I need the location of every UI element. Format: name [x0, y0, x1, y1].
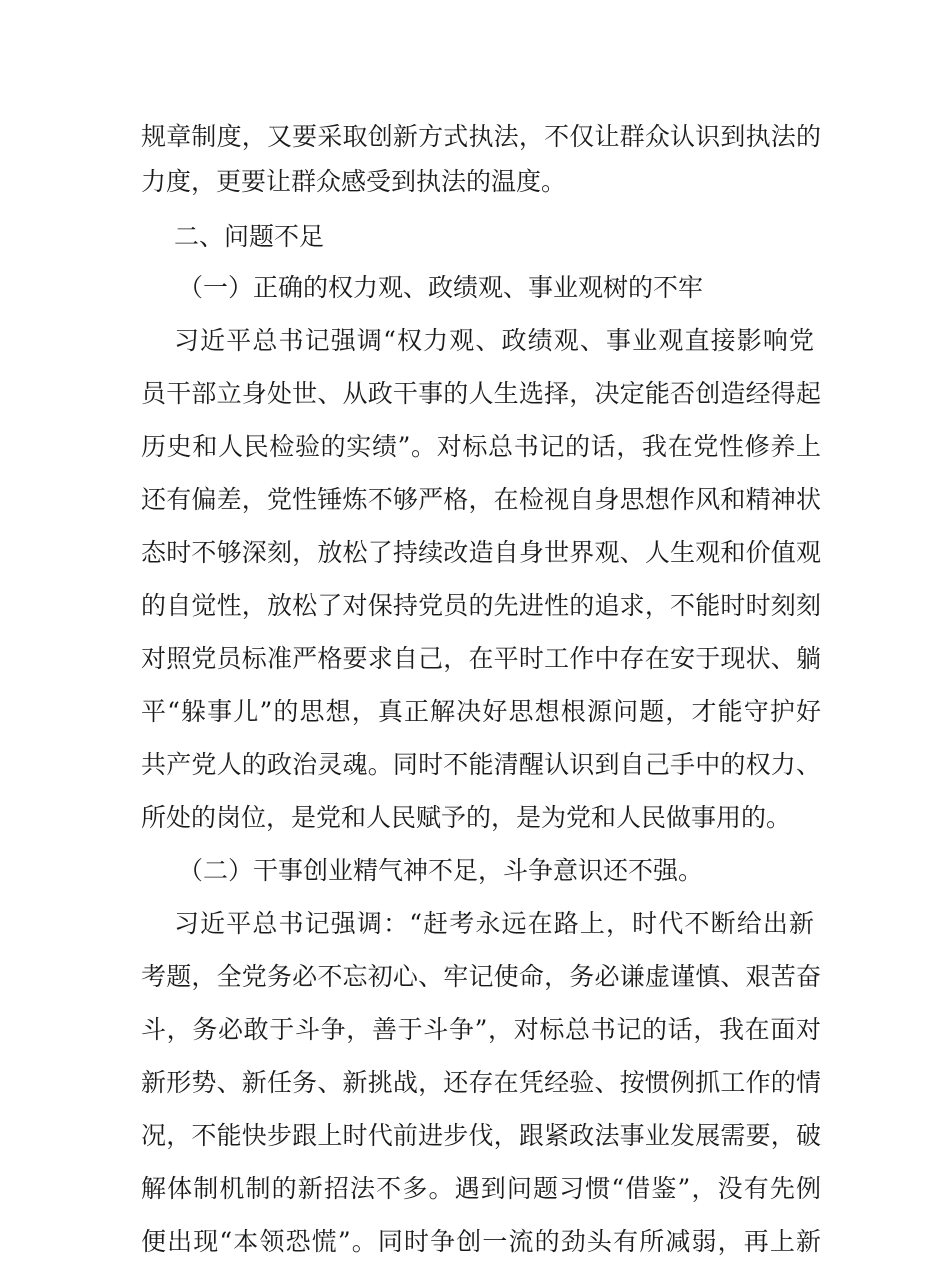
text-line: 共产党人的政治灵魂。同时不能清醒认识到自己手中的权力、: [141, 750, 821, 779]
subsection-heading: （二）干事创业精气神不足，斗争意识还不强。: [178, 856, 704, 885]
text-line: 态时不够深刻，放松了持续改造自身世界观、人生观和价值观: [141, 538, 821, 567]
text-line: 考题，全党务必不忘初心、牢记使命，务必谦虚谨慎、艰苦奋: [141, 962, 821, 991]
text-line: 员干部立身处世、从政干事的人生选择，决定能否创造经得起: [141, 379, 821, 408]
text-line: 所处的岗位，是党和人民赋予的，是为党和人民做事用的。: [141, 803, 792, 832]
text-line: 解体制机制的新招法不多。遇到问题习惯“借鉴”，没有先例: [141, 1174, 821, 1203]
subsection-heading: （一）正确的权力观、政绩观、事业观树的不牢: [178, 273, 704, 302]
text-line: 习近平总书记强调“权力观、政绩观、事业观直接影响党: [174, 326, 814, 355]
text-line: 新形势、新任务、新挑战，还存在凭经验、按惯例抓工作的情: [141, 1068, 821, 1097]
text-line: 力度，更要让群众感受到执法的温度。: [141, 167, 567, 196]
text-line: 习近平总书记强调：“赶考永远在路上，时代不断给出新: [174, 909, 814, 938]
text-line: 对照党员标准严格要求自己，在平时工作中存在安于现状、躺: [141, 644, 821, 673]
text-line: 况，不能快步跟上时代前进步伐，跟紧政法事业发展需要，破: [141, 1121, 821, 1150]
text-line: 历史和人民检验的实绩”。对标总书记的话，我在党性修养上: [141, 432, 821, 461]
text-line: 的自觉性，放松了对保持党员的先进性的追求，不能时时刻刻: [141, 591, 821, 620]
text-line: 还有偏差，党性锤炼不够严格，在检视自身思想作风和精神状: [141, 485, 821, 514]
text-line: 斗，务必敢于斗争，善于斗争”，对标总书记的话，我在面对: [141, 1015, 821, 1044]
text-line: 规章制度，又要采取创新方式执法，不仅让群众认识到执法的: [141, 122, 821, 151]
section-heading: 二、问题不足: [174, 222, 325, 251]
text-line: 平“躲事儿”的思想，真正解决好思想根源问题，才能守护好: [141, 697, 821, 726]
text-line: 便出现“本领恐慌”。同时争创一流的劲头有所减弱，再上新: [141, 1227, 821, 1256]
